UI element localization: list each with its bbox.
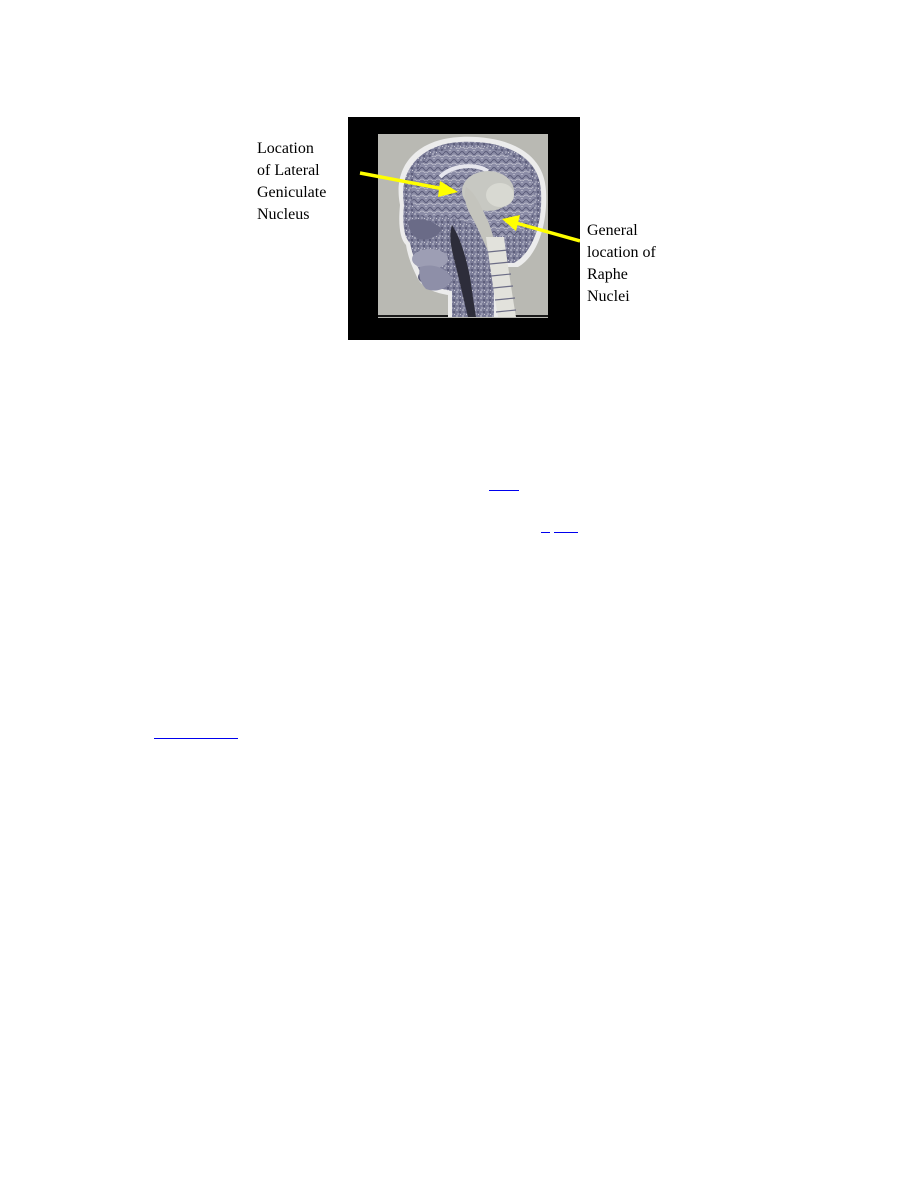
link-2[interactable] [541, 532, 550, 533]
label-line: Location [257, 140, 314, 157]
link-1[interactable] [489, 490, 519, 491]
label-line: General [587, 222, 638, 239]
label-line: of Lateral [257, 162, 320, 179]
label-line: Raphe [587, 266, 628, 283]
label-line: location of [587, 244, 656, 261]
label-raphe-nuclei [587, 220, 656, 308]
label-line: Nucleus [257, 206, 310, 223]
label-line: Geniculate [257, 184, 327, 201]
link-4[interactable] [154, 738, 238, 739]
label-line: Nuclei [587, 288, 630, 305]
mri-figure [348, 117, 580, 340]
mri-sagittal-image [348, 117, 580, 340]
link-3[interactable] [554, 532, 578, 533]
label-lateral-geniculate-nucleus [257, 138, 326, 226]
